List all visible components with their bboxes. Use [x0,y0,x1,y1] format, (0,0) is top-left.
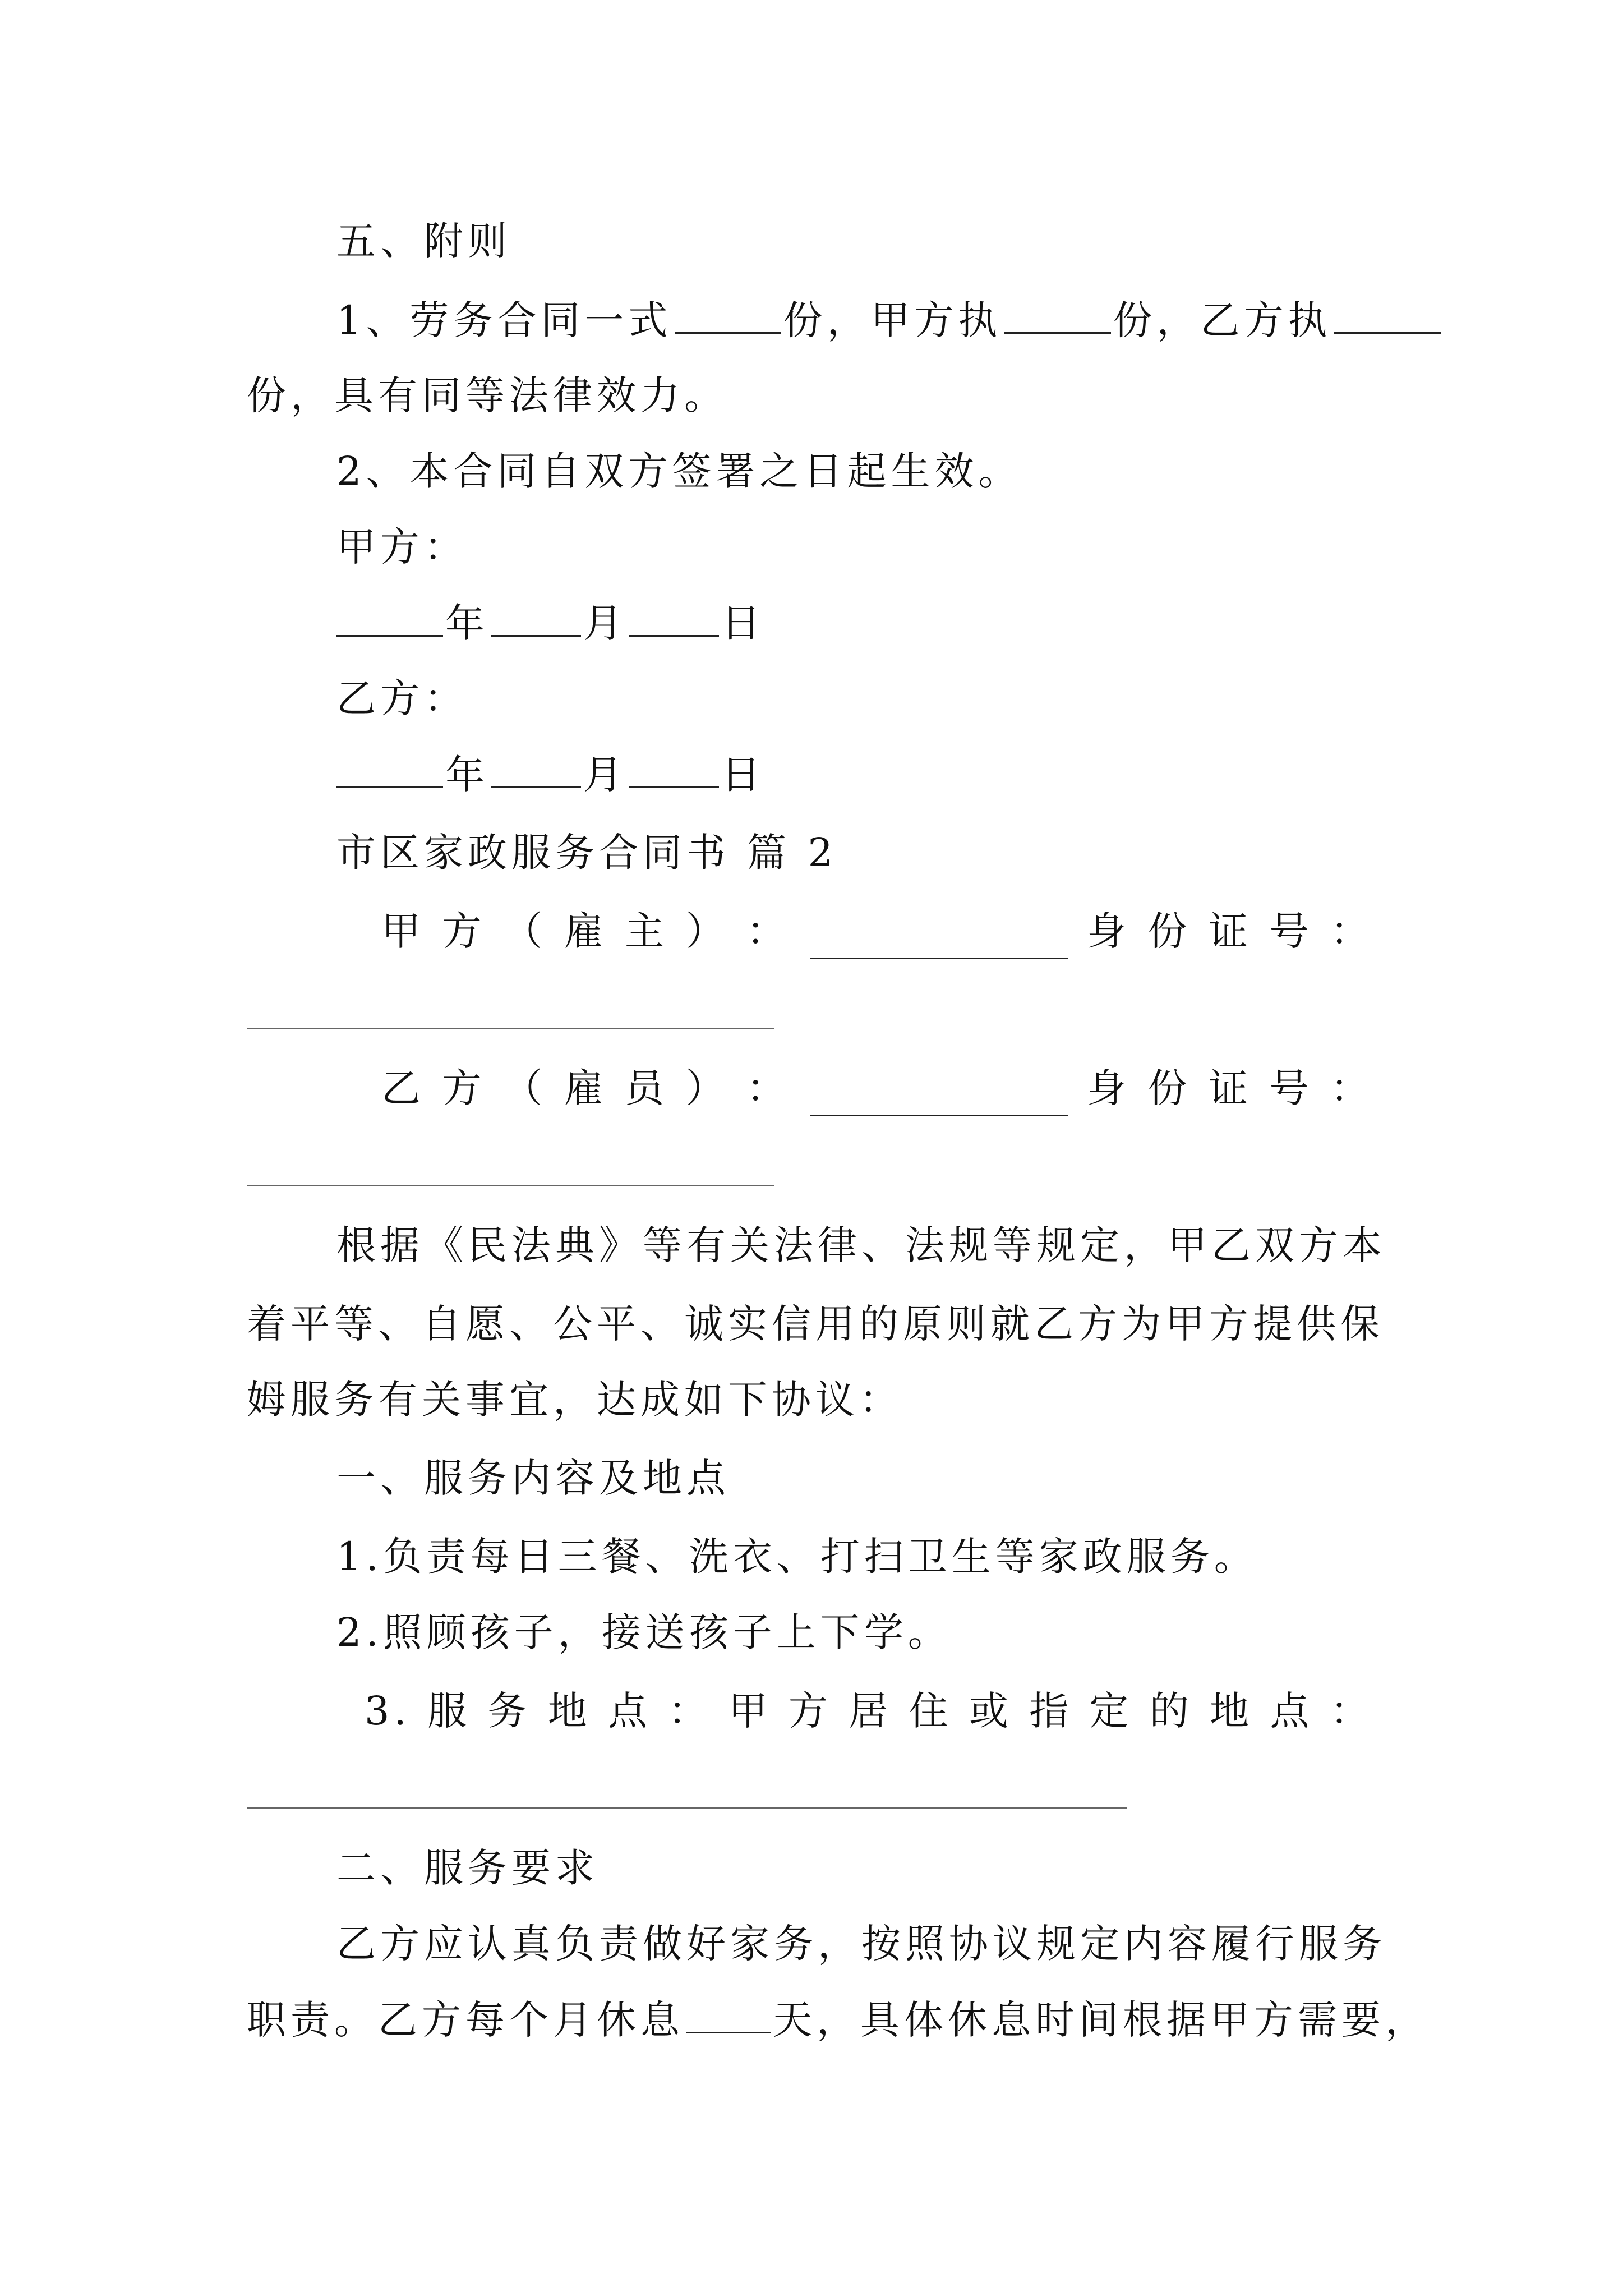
party-b-id-blank[interactable] [247,1185,774,1186]
party-a-label-char: ： [746,908,790,954]
party-a-date: 年 月 日 [336,595,765,651]
day-blank[interactable] [629,746,719,788]
section5-item1-continued: 份，具有同等法律效力。 [247,372,728,418]
section2-heading: 二、服务要求 [336,1845,599,1891]
section5-item1: 1、劳务合同一式 份，甲方执 份，乙方执 [336,292,1443,348]
rest-days-blank[interactable] [686,1991,771,2033]
section1-item3 [365,1683,1374,1739]
service-location-char: 甲 [728,1688,772,1734]
party-a-label-char: 主 [625,908,668,954]
party-a-label-char: ） [685,908,730,954]
copies-party-a-blank[interactable] [1004,292,1111,334]
party-b-label-char: 员 [625,1065,668,1111]
section1-heading: 一、服务内容及地点 [336,1455,730,1501]
party-b-label-char: ： [746,1065,790,1111]
service-location-char: ： [1330,1688,1374,1734]
copies-party-b-blank[interactable] [1334,292,1441,334]
intro-line-1: 根据《民法典》等有关法律、法规等规定，甲乙双方本 [336,1222,1386,1268]
contract-title-2: 市区家政服务合同书 篇 2 [336,830,838,876]
service-location-char: 务 [487,1688,532,1734]
section1-item2: 2.照顾孩子，接送孩子上下学。 [336,1609,952,1655]
party-a-label-char: 甲 [381,908,425,954]
party-b-label-char: 乙 [381,1065,425,1111]
service-location-char: 点 [608,1688,652,1734]
id-label-char: ： [1330,908,1374,954]
party-b-label-char: 方 [442,1065,486,1111]
party-a-label-char: 雇 [564,908,608,954]
service-location-char: 服 [427,1688,472,1734]
id-label-char: 号 [1269,1065,1313,1111]
party-b-signature-label: 乙方： [336,675,468,721]
party-a-label-char: （ [503,908,547,954]
id-label-char: ： [1330,1065,1374,1111]
copies-total-blank[interactable] [675,292,781,334]
section1-item1: 1.负责每日三餐、洗衣、打扫卫生等家政服务。 [336,1534,1258,1580]
party-a-id-blank[interactable] [247,1028,774,1029]
section5-item2: 2、本合同自双方签署之日起生效。 [336,448,1022,494]
intro-line-2: 着平等、自愿、公平、诚实信用的原则就乙方为甲方提供保 [247,1301,1384,1347]
id-label-char: 身 [1087,908,1131,954]
service-location-char: 3. [365,1688,411,1734]
service-location-blank[interactable] [247,1807,1127,1809]
party-b-label-char: ） [685,1065,730,1111]
service-location-char: 方 [788,1688,832,1734]
service-location-char: 地 [1210,1688,1254,1734]
party-b-label-char: （ [503,1065,547,1111]
year-blank[interactable] [336,746,443,788]
service-location-char: 居 [849,1688,893,1734]
year-blank[interactable] [336,595,443,637]
intro-line-3: 姆服务有关事宜，达成如下协议： [247,1377,903,1423]
party-a-signature-label: 甲方： [336,524,468,570]
service-location-char: 指 [1029,1688,1073,1734]
service-location-char: 定 [1089,1688,1133,1734]
month-blank[interactable] [491,595,581,637]
service-location-char: 点 [1270,1688,1314,1734]
section5-heading: 五、附则 [336,218,511,264]
day-blank[interactable] [629,595,719,637]
section2-line-1: 乙方应认真负责做好家务，按照协议规定内容履行服务 [336,1921,1386,1967]
party-a-name-blank[interactable] [810,917,1068,959]
service-location-char: ： [668,1688,712,1734]
service-location-char: 地 [547,1688,592,1734]
month-blank[interactable] [491,746,581,788]
id-label-char: 份 [1147,908,1192,954]
id-label-char: 证 [1209,1065,1252,1111]
id-label-char: 份 [1147,1065,1192,1111]
id-label-char: 号 [1269,908,1313,954]
party-b-name-blank[interactable] [810,1074,1068,1116]
party-a-label-char: 方 [442,908,486,954]
service-location-char: 住 [909,1688,953,1734]
party-b-employee-line [381,1060,1374,1116]
section2-line-2: 职责。乙方每个月休息 天，具体休息时间根据甲方需要， [247,1991,1429,2048]
id-label-char: 身 [1087,1065,1131,1111]
service-location-char: 的 [1149,1688,1193,1734]
service-location-char: 或 [969,1688,1013,1734]
party-a-employer-line [381,903,1374,959]
party-b-date: 年 月 日 [336,746,765,803]
party-b-label-char: 雇 [564,1065,608,1111]
id-label-char: 证 [1209,908,1252,954]
